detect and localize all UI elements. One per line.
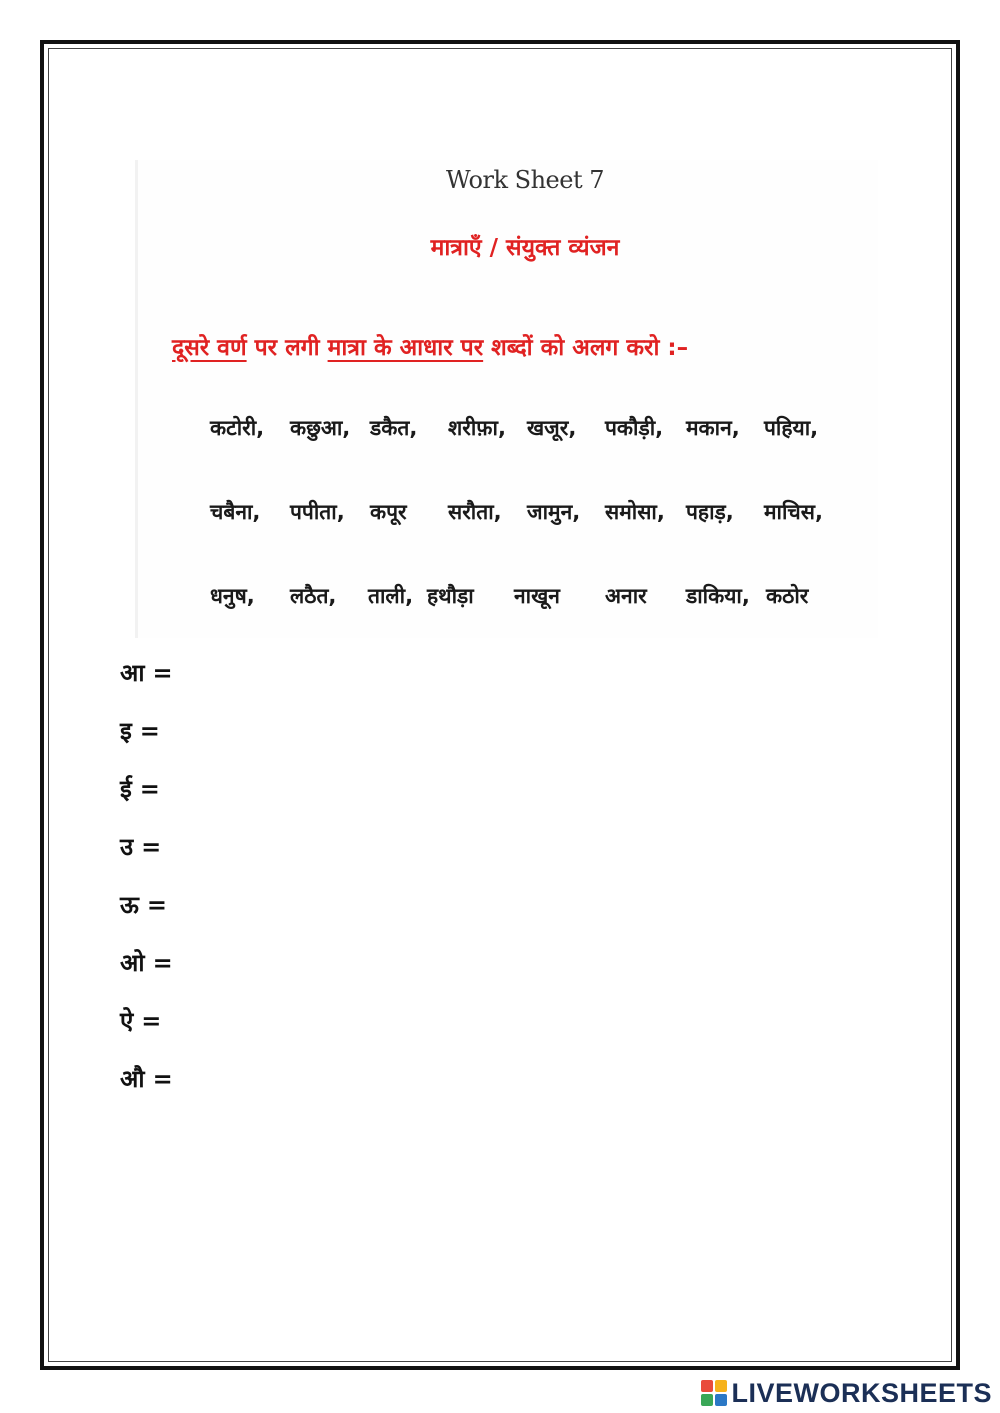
word-item: हथौड़ा xyxy=(427,584,474,608)
word-item: मकान, xyxy=(686,416,740,440)
logo-square-2 xyxy=(715,1380,727,1392)
word-item: खजूर, xyxy=(527,416,577,440)
word-item: समोसा, xyxy=(605,500,665,524)
word-item: कछुआ, xyxy=(290,416,351,440)
answer-row-aa xyxy=(120,656,820,690)
word-item: चबैना, xyxy=(210,500,261,524)
word-item: जामुन, xyxy=(527,500,581,524)
equals-sign: = xyxy=(146,891,167,919)
answer-row-o xyxy=(120,946,820,980)
word-item: पहिया, xyxy=(764,416,819,440)
word-item: सरौता, xyxy=(448,500,502,524)
answer-row-u xyxy=(120,830,820,864)
logo-square-4 xyxy=(715,1394,727,1406)
answer-label: ई xyxy=(120,775,132,803)
instruction-part-on: पर लगी xyxy=(246,335,328,361)
word-item: पहाड़, xyxy=(686,500,734,524)
instruction-part-second-letter: दूसरे वर्ण xyxy=(172,335,247,361)
logo-square-3 xyxy=(701,1394,713,1406)
brand-footer xyxy=(701,1376,992,1410)
equals-sign: = xyxy=(152,1065,173,1093)
answer-row-i xyxy=(120,714,820,748)
answer-label: औ xyxy=(120,1065,145,1093)
brand-name: LIVEWORKSHEETS xyxy=(731,1377,992,1408)
word-item: ताली, xyxy=(368,584,414,608)
word-item: लठैत, xyxy=(290,584,337,608)
instruction-part-separate-words: शब्दों को अलग करो :– xyxy=(483,335,689,361)
word-item: पपीता, xyxy=(290,500,345,524)
word-item: धनुष, xyxy=(210,584,255,608)
answer-row-au xyxy=(120,1062,820,1096)
word-item: कटोरी, xyxy=(210,416,265,440)
answer-row-ai xyxy=(120,1004,820,1038)
equals-sign: = xyxy=(139,775,160,803)
answer-label: ऐ xyxy=(120,1007,134,1035)
word-item: नाखून xyxy=(514,584,560,608)
equals-sign: = xyxy=(152,949,173,977)
answer-label: ओ xyxy=(120,949,145,977)
word-row-1 xyxy=(0,414,1000,454)
worksheet-title: Work Sheet 7 xyxy=(446,166,604,194)
word-item: कठोर xyxy=(766,584,809,608)
answer-label: आ xyxy=(120,659,145,687)
word-item: कपूर xyxy=(370,500,407,524)
answer-label: ऊ xyxy=(120,891,139,919)
instruction-part-matra-basis: मात्रा के आधार पर xyxy=(327,335,484,361)
answer-label: इ xyxy=(120,717,132,745)
word-row-3 xyxy=(0,582,1000,622)
word-item: डकैत, xyxy=(370,416,418,440)
equals-sign: = xyxy=(141,833,162,861)
word-item: पकौड़ी, xyxy=(605,416,664,440)
instruction-text xyxy=(172,330,852,362)
answer-label: उ xyxy=(120,833,134,861)
liveworksheets-logo-icon xyxy=(701,1380,727,1406)
word-item: अनार xyxy=(605,584,647,608)
word-item: शरीफ़ा, xyxy=(448,416,506,440)
word-item: माचिस, xyxy=(764,500,823,524)
worksheet-subtitle: मात्राएँ / संयुक्त व्यंजन xyxy=(430,235,620,261)
logo-square-1 xyxy=(701,1380,713,1392)
word-item: डाकिया, xyxy=(686,584,750,608)
answer-row-ii xyxy=(120,772,820,806)
equals-sign: = xyxy=(152,659,173,687)
word-row-2 xyxy=(0,498,1000,538)
answer-row-uu xyxy=(120,888,820,922)
equals-sign: = xyxy=(141,1007,162,1035)
equals-sign: = xyxy=(139,717,160,745)
